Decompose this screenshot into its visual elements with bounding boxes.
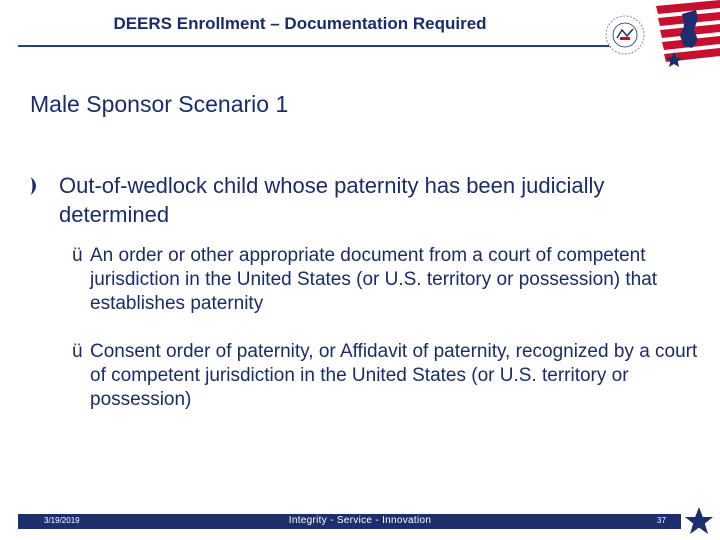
header-title: DEERS Enrollment – Documentation Required — [113, 14, 487, 33]
main-bullet-text: Out-of-wedlock child whose paternity has been judicially determined — [59, 173, 605, 227]
checkmark-icon: ü — [72, 245, 83, 266]
footer-tagline: Integrity - Service - Innovation — [288, 515, 432, 526]
sub-item — [72, 244, 712, 316]
footer-date: 3/19/2019 — [44, 516, 80, 525]
header-rule — [18, 45, 610, 47]
sub-item — [72, 340, 712, 412]
page-number: 37 — [657, 516, 666, 525]
flag-decoration-icon — [648, 0, 720, 70]
bullet-chevron-icon — [30, 176, 42, 196]
star-icon — [683, 506, 715, 536]
sub-item-text: An order or other appropriate document from a court of competent jurisdiction in the United States (or U.S. territory or possession) that establishes paternity — [90, 245, 658, 314]
sub-item-text: Consent order of paternity, or Affidavit of paternity, recognized by a court of competent jurisdiction in the United States (or U.S. territory or possession) — [90, 341, 698, 410]
checkmark-icon: ü — [72, 341, 83, 362]
scenario-title: Male Sponsor Scenario 1 — [30, 91, 289, 117]
dod-seal-icon — [604, 14, 646, 56]
